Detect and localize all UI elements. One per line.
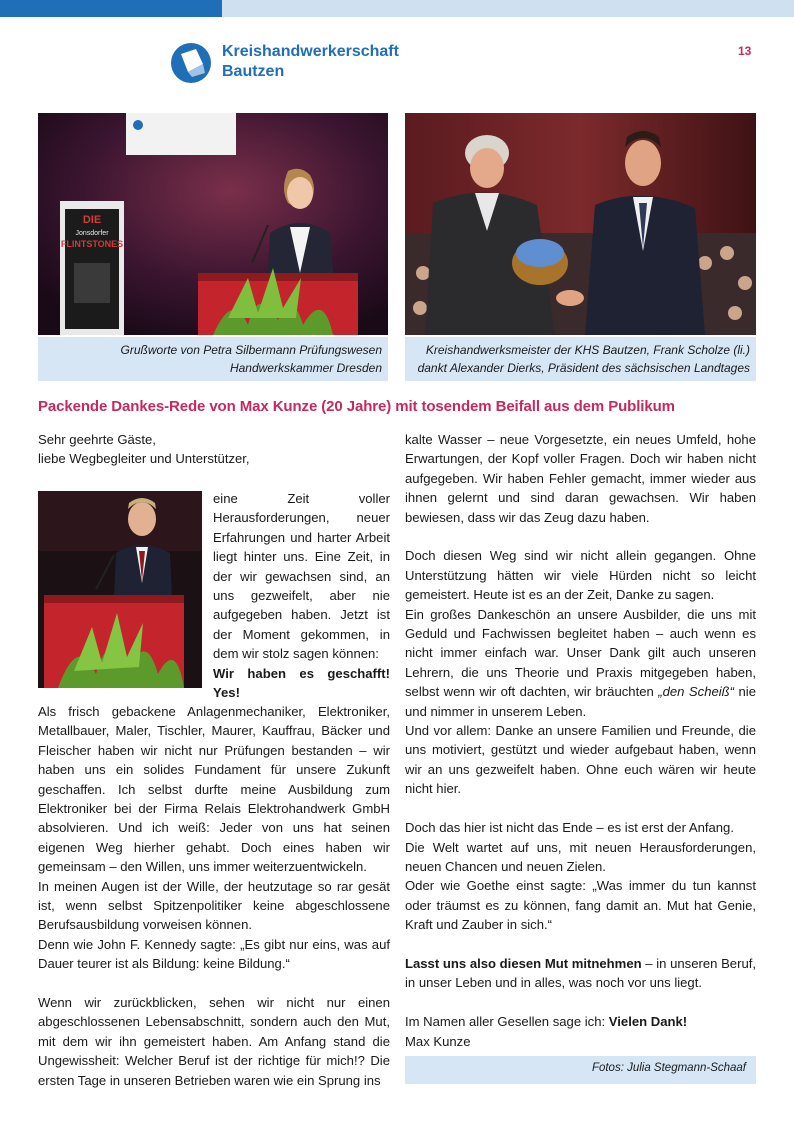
- p4-continuation: kalte Wasser – neue Vorgesetzte, ein neues Umfeld, hohe Erwartungen, der Kopf voller Fragen. Doch wir haben nicht aufgegeben. Wir haben Fehler gemacht, immer wieder aus ihnen gelernt und sind daran gewachsen. Wir haben bewiesen, dass wir das Zeug dazu haben.: [405, 432, 756, 525]
- intro-paragraph: eine Zeit voller Herausforderungen, neuer Erfahrungen und harter Arbeit liegt hinter uns. Eine Zeit, in der wir gewachsen sind, an uns gezweifelt, aber nie aufgegeben haben. Jetzt ist der Moment gekommen, in dem wir stolz sagen können: Wir haben es geschafft! Yes!: [213, 491, 390, 701]
- photo-caption-2: Kreishandwerksmeister der KHS Bautzen, Frank Scholze (li.) dankt Alexander Dierks, Präsident des sächsischen Landtages: [405, 337, 756, 381]
- left-column-body: Als frisch gebackene Anlagenmechaniker, Elektroniker, Metallbauer, Maler, Tischler, Maurer, Kauffrau, Bäcker und Fleischer haben wir nicht nur Prüfungen bestanden – wir haben uns ein solides Fundament für unsere Zukunft geschaffen. Ich selbst durfte meine Ausbildung zum Elektroniker bei der Firma Relais Elektrohandwerk GmbH absolvieren. Und ich weiß: Jeder von uns hat seinen eigenen Weg hierher gehabt. Doch eines haben wir gemeinsam – den Willen, uns immer weiterzuentwickeln. In meinen Augen ist der Wille, der heutzutage so rar gesät ist, wenn selbst Spitzenpolitiker keine abgeschlossene Berufsausbildung vorweisen können. Denn wie John F. Kennedy sagte: „Es gibt nur eins, was auf Dauer teurer ist als Bildung: keine Bildung.“ Wenn wir zurückblicken, sehen wir nicht nur einen abgeschlossenen Lebensabschnitt, sondern auch den Mut, mit dem wir ihn gemeistert haben. Am Anfang stand die Ungewissheit: Welcher Beruf ist der richtige für mich!? Die ersten Tage in unseren Betrieben waren wie ein Sprung ins: [38, 704, 390, 1088]
- greeting: Sehr geehrte Gäste, liebe Wegbegleiter und Unterstützer,: [38, 432, 250, 467]
- banner-text-flintstones: FLINTSTONES: [60, 239, 124, 249]
- photo-handshake: [405, 113, 756, 335]
- photo-speaker-petra: [38, 113, 388, 335]
- photo-caption-1: Grußworte von Petra Silbermann Prüfungswesen Handwerkskammer Dresden: [38, 337, 388, 381]
- photo-credit: Fotos: Julia Stegmann-Schaaf: [405, 1056, 756, 1084]
- right-column-body: kalte Wasser – neue Vorgesetzte, ein neues Umfeld, hohe Erwartungen, der Kopf voller Fragen. Doch wir haben nicht aufgegeben. Wir haben Fehler gemacht, immer wieder aus ihnen gelernt und sind daran gewachsen. Wir haben bewiesen, dass wir das Zeug dazu haben. Doch diesen Weg sind wir nicht allein gegangen. Ohne Unterstützung hätten wir viele Hürden nicht so leicht gemeistert. Heute ist es an der Zeit, Danke zu sagen. Ein großes Dankeschön an unsere Ausbilder, die uns mit Geduld und Fachwissen begleitet haben – auch wenn es nicht immer einfach war. Unser Dank gilt auch unseren Lehrern, die uns Theorie und Praxis mitgegeben haben, selbst wenn wir oft dachten, wir bräuchten „den Scheiß“ nie und nimmer in unserem Leben. Und vor allem: Danke an unsere Familien und Freunde, die uns motiviert, gestützt und wieder aufgebaut haben, wenn wir an uns gezweifelt haben. Ohne euch wären wir heute nicht hier. Doch das hier ist nicht das Ende – es ist erst der Anfang. Die Welt wartet auf uns, mit neuen Herausforderungen, neuen Chancen und neuen Zielen. Oder wie Goethe einst sagte: „Was immer du tun kannst oder träumst es zu können, fang damit an. Mut hat Genie, Kraft und Zauber in sich.“ Lasst uns also diesen Mut mitnehmen – in unseren Beruf, in unser Leben und in alles, was noch vor uns liegt. Im Namen aller Gesellen sage ich: Vielen Dank! Max Kunze: [405, 432, 756, 1049]
- organization-name: Kreishandwerkerschaft Bautzen: [222, 43, 399, 80]
- top-bar-light: [222, 0, 794, 17]
- top-bar-blue: [0, 0, 222, 17]
- logo-icon: [170, 42, 212, 84]
- banner-text-jonsdorfer: Jonsdorfer: [75, 230, 109, 237]
- photo-max-kunze: [38, 491, 202, 688]
- page-number: 13: [738, 44, 752, 58]
- banner-text-die: DIE: [82, 214, 102, 226]
- article-headline: Packende Dankes-Rede von Max Kunze (20 Jahre) mit tosendem Beifall aus dem Publikum: [38, 398, 675, 415]
